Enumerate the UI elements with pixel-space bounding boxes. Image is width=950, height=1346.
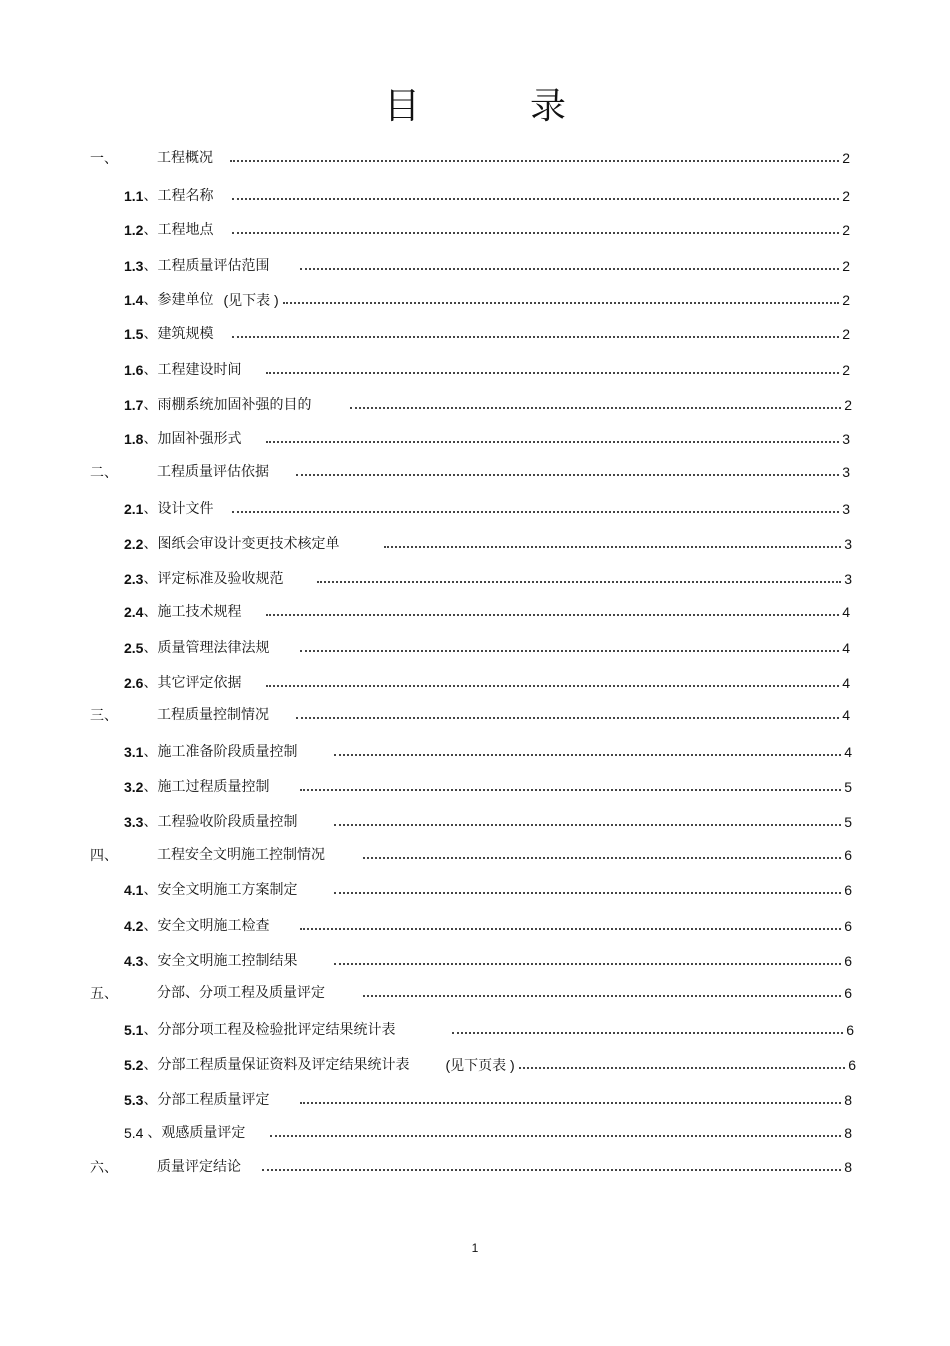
toc-entry-number: 1.5 xyxy=(124,326,144,342)
toc-entry[interactable] xyxy=(124,496,850,518)
toc-dot-leader xyxy=(519,1067,846,1069)
page-number-footer: 1 xyxy=(471,1241,479,1255)
toc-entry-number: 三、 xyxy=(90,707,118,723)
toc-entry-label: 分部分项工程及检验批评定结果统计表 xyxy=(157,1022,396,1038)
toc-entry-label: 工程名称 xyxy=(157,188,214,204)
toc-entry-note: (见下页表 ) xyxy=(445,1057,515,1073)
toc-entry-separator: 、 xyxy=(143,258,158,274)
toc-entry-page: 4 xyxy=(842,707,850,723)
toc-dot-leader xyxy=(334,754,841,756)
toc-entry-page: 8 xyxy=(844,1125,852,1141)
toc-entry-label: 质量评定结论 xyxy=(157,1159,241,1175)
toc-entry-page: 5 xyxy=(844,779,852,795)
toc-entry-number: 5.4 xyxy=(124,1125,148,1141)
toc-entry-label: 参建单位 xyxy=(157,292,214,308)
toc-entry-separator: 、 xyxy=(143,814,158,830)
toc-dot-leader xyxy=(232,511,839,513)
toc-entry-page: 6 xyxy=(844,953,852,969)
toc-entry-number: 3.2 xyxy=(124,779,144,795)
toc-entry-page: 3 xyxy=(842,501,850,517)
toc-entry[interactable] xyxy=(124,321,850,343)
toc-entry-page: 2 xyxy=(842,188,850,204)
toc-entry-label: 安全文明施工检查 xyxy=(157,918,270,934)
toc-entry[interactable] xyxy=(90,842,852,864)
toc-entry-separator: 、 xyxy=(143,918,158,934)
toc-entry-label: 工程质量评估范围 xyxy=(157,258,270,274)
toc-entry-number: 六、 xyxy=(90,1159,118,1175)
toc-entry-label: 工程概况 xyxy=(157,150,213,166)
toc-entry-number: 5.3 xyxy=(124,1092,144,1108)
toc-entry-label: 安全文明施工方案制定 xyxy=(157,882,298,898)
toc-entry-page: 2 xyxy=(842,362,850,378)
toc-entry[interactable] xyxy=(124,531,852,553)
toc-entry-page: 2 xyxy=(842,222,850,238)
toc-entry[interactable] xyxy=(124,392,852,414)
toc-entry-label: 工程质量评估依据 xyxy=(157,464,269,480)
toc-entry-number: 2.5 xyxy=(124,640,144,656)
toc-entry[interactable] xyxy=(124,1017,854,1039)
toc-entry-page: 3 xyxy=(844,571,852,587)
toc-entry-separator: 、 xyxy=(143,675,158,691)
toc-entry-page: 3 xyxy=(842,464,850,480)
toc-entry-page: 5 xyxy=(844,814,852,830)
toc-entry-number: 五、 xyxy=(90,985,118,1001)
toc-dot-leader xyxy=(300,1102,841,1104)
toc-entry-number: 2.3 xyxy=(124,571,144,587)
toc-entry-page: 6 xyxy=(844,847,852,863)
toc-entry-page: 6 xyxy=(846,1022,854,1038)
toc-entry-separator: 、 xyxy=(143,1057,158,1073)
toc-entry-label: 图纸会审设计变更技术核定单 xyxy=(157,536,340,552)
toc-entry-number: 1.7 xyxy=(124,397,144,413)
toc-entry-number: 四、 xyxy=(90,847,118,863)
toc-entry[interactable] xyxy=(124,566,852,588)
toc-entry-number: 2.1 xyxy=(124,501,144,517)
toc-dot-leader xyxy=(266,614,839,616)
toc-entry-separator: 、 xyxy=(143,188,158,204)
toc-entry-label: 加固补强形式 xyxy=(157,431,242,447)
toc-dot-leader xyxy=(266,685,839,687)
toc-entry-note: (见下表 ) xyxy=(223,292,279,308)
toc-entry-label: 施工过程质量控制 xyxy=(157,779,270,795)
toc-dot-leader xyxy=(266,372,839,374)
toc-dot-leader xyxy=(363,995,841,997)
toc-dot-leader xyxy=(384,546,841,548)
toc-dot-leader xyxy=(334,824,841,826)
toc-entry[interactable] xyxy=(90,1154,852,1176)
toc-entry-label: 质量管理法律法规 xyxy=(157,640,270,656)
toc-dot-leader xyxy=(317,581,841,583)
toc-entry-separator: 、 xyxy=(143,953,158,969)
toc-entry-label: 分部工程质量评定 xyxy=(157,1092,270,1108)
toc-entry-number: 1.2 xyxy=(124,222,144,238)
toc-entry-label: 观感质量评定 xyxy=(161,1125,246,1141)
toc-entry-page: 4 xyxy=(844,744,852,760)
toc-entry-page: 8 xyxy=(844,1159,852,1175)
toc-title-char-2: 录 xyxy=(530,86,567,127)
toc-entry-separator: 、 xyxy=(143,222,158,238)
toc-entry[interactable] xyxy=(124,913,852,935)
toc-entry-separator: 、 xyxy=(143,362,158,378)
toc-entry[interactable] xyxy=(124,253,850,275)
toc-dot-leader xyxy=(300,650,839,652)
toc-entry-page: 2 xyxy=(842,326,850,342)
toc-entry-label: 工程地点 xyxy=(157,222,214,238)
toc-entry-separator: 、 xyxy=(143,431,158,447)
toc-entry[interactable] xyxy=(124,877,852,899)
toc-entry-label: 雨棚系统加固补强的目的 xyxy=(157,397,312,413)
toc-entry-page: 6 xyxy=(844,918,852,934)
toc-entry[interactable] xyxy=(124,183,850,205)
toc-entry-separator: 、 xyxy=(143,326,158,342)
toc-entry-separator: 、 xyxy=(143,397,158,413)
toc-entry-number: 1.8 xyxy=(124,431,144,447)
toc-entry-separator: 、 xyxy=(143,1092,158,1108)
toc-entry-page: 6 xyxy=(844,985,852,1001)
toc-entry-label: 施工技术规程 xyxy=(157,604,242,620)
toc-dot-leader xyxy=(270,1135,841,1137)
toc-entry-label: 工程验收阶段质量控制 xyxy=(157,814,298,830)
toc-entry-separator: 、 xyxy=(143,292,158,308)
toc-entry-label: 分部工程质量保证资料及评定结果统计表 xyxy=(157,1057,410,1073)
toc-dot-leader xyxy=(334,892,841,894)
toc-entry[interactable] xyxy=(124,1052,856,1074)
toc-entry-separator: 、 xyxy=(143,1022,158,1038)
toc-dot-leader xyxy=(232,232,839,234)
toc-entry-number: 4.3 xyxy=(124,953,144,969)
toc-entry-number: 5.2 xyxy=(124,1057,144,1073)
toc-entry-number: 1.3 xyxy=(124,258,144,274)
toc-dot-leader xyxy=(350,407,841,409)
toc-dot-leader xyxy=(300,789,841,791)
toc-entry-number: 4.1 xyxy=(124,882,144,898)
toc-entry-number: 2.4 xyxy=(124,604,144,620)
toc-dot-leader xyxy=(363,857,841,859)
toc-entry[interactable] xyxy=(124,599,850,621)
toc-entry[interactable] xyxy=(124,1120,852,1142)
toc-entry[interactable] xyxy=(90,459,850,481)
toc-entry-number: 1.1 xyxy=(124,188,144,204)
toc-title xyxy=(0,84,950,130)
toc-entry-page: 3 xyxy=(844,536,852,552)
toc-dot-leader xyxy=(334,963,841,965)
toc-entry-number: 2.6 xyxy=(124,675,144,691)
toc-dot-leader xyxy=(300,928,841,930)
toc-entry-separator: 、 xyxy=(143,882,158,898)
toc-entry[interactable] xyxy=(124,426,850,448)
toc-entry-label: 设计文件 xyxy=(157,501,214,517)
toc-entry-page: 8 xyxy=(844,1092,852,1108)
toc-entry-page: 2 xyxy=(842,258,850,274)
toc-entry-number: 2.2 xyxy=(124,536,144,552)
toc-dot-leader xyxy=(283,302,840,304)
toc-dot-leader xyxy=(232,336,839,338)
toc-dot-leader xyxy=(296,717,839,719)
toc-entry[interactable] xyxy=(124,287,850,309)
toc-entry-separator: 、 xyxy=(143,536,158,552)
toc-entry-number: 1.4 xyxy=(124,292,144,308)
toc-entry-page: 4 xyxy=(842,675,850,691)
toc-entry[interactable] xyxy=(90,702,850,724)
toc-entry-page: 6 xyxy=(844,882,852,898)
toc-entry-label: 施工准备阶段质量控制 xyxy=(157,744,298,760)
toc-entry-label: 分部、分项工程及质量评定 xyxy=(157,985,325,1001)
toc-entry-page: 4 xyxy=(842,640,850,656)
toc-entry-page: 2 xyxy=(842,292,850,308)
toc-entry-page: 2 xyxy=(844,397,852,413)
toc-entry[interactable] xyxy=(90,980,852,1002)
toc-entry[interactable] xyxy=(90,145,850,167)
toc-dot-leader xyxy=(232,198,839,200)
toc-title-char-1: 目 xyxy=(383,86,420,127)
toc-dot-leader xyxy=(230,160,839,162)
toc-entry-page: 6 xyxy=(848,1057,856,1073)
toc-entry[interactable] xyxy=(124,217,850,239)
toc-entry-separator: 、 xyxy=(143,571,158,587)
toc-entry-separator: 、 xyxy=(143,744,158,760)
toc-entry-number: 1.6 xyxy=(124,362,144,378)
toc-entry-separator: 、 xyxy=(143,779,158,795)
toc-entry[interactable] xyxy=(124,670,850,692)
toc-entry[interactable] xyxy=(124,948,852,970)
toc-dot-leader xyxy=(452,1032,843,1034)
toc-entry-number: 3.3 xyxy=(124,814,144,830)
toc-dot-leader xyxy=(296,474,839,476)
toc-entry-label: 安全文明施工控制结果 xyxy=(157,953,298,969)
toc-entry-separator: 、 xyxy=(143,501,158,517)
toc-entry-separator: 、 xyxy=(147,1125,162,1141)
toc-entry[interactable] xyxy=(124,635,850,657)
toc-entry-label: 建筑规模 xyxy=(157,326,214,342)
toc-entry[interactable] xyxy=(124,774,852,796)
toc-entry-label: 其它评定依据 xyxy=(157,675,242,691)
toc-entry-label: 评定标准及验收规范 xyxy=(157,571,284,587)
toc-entry-separator: 、 xyxy=(143,604,158,620)
toc-entry-number: 一、 xyxy=(90,150,118,166)
toc-entry-label: 工程质量控制情况 xyxy=(157,707,269,723)
toc-entry-label: 工程建设时间 xyxy=(157,362,242,378)
toc-entry-page: 3 xyxy=(842,431,850,447)
toc-entry-page: 4 xyxy=(842,604,850,620)
toc-entry-label: 工程安全文明施工控制情况 xyxy=(157,847,325,863)
toc-entry[interactable] xyxy=(124,809,852,831)
toc-entry-page: 2 xyxy=(842,150,850,166)
toc-entry-number: 二、 xyxy=(90,464,118,480)
toc-dot-leader xyxy=(266,441,839,443)
toc-entry-number: 4.2 xyxy=(124,918,144,934)
toc-entry[interactable] xyxy=(124,739,852,761)
toc-entry-separator: 、 xyxy=(143,640,158,656)
toc-entry[interactable] xyxy=(124,357,850,379)
toc-entry[interactable] xyxy=(124,1087,852,1109)
toc-entry-number: 5.1 xyxy=(124,1022,144,1038)
toc-entry-number: 3.1 xyxy=(124,744,144,760)
toc-dot-leader xyxy=(262,1169,841,1171)
toc-dot-leader xyxy=(300,268,839,270)
